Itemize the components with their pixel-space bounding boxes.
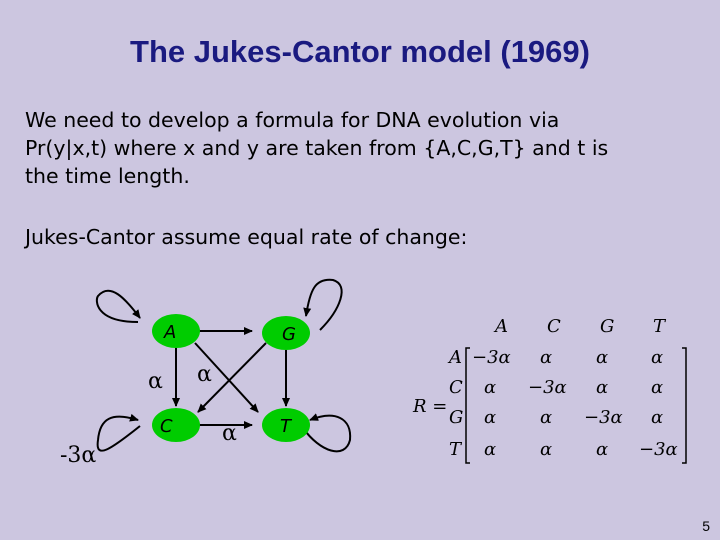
matrix-cell: α [540, 347, 553, 368]
matrix-cell: −3α [584, 407, 623, 428]
node-t-label: T [280, 416, 291, 437]
intro-line-2: Pr(y|x,t) where x and y are taken from {A,C,G,T} and t is [25, 136, 609, 160]
alpha-label-center: α [197, 362, 212, 387]
intro-line-1: We need to develop a formula for DNA evolution via [25, 108, 560, 132]
matrix-cell: α [596, 439, 609, 460]
assumption-paragraph: Jukes-Cantor assume equal rate of change: [25, 225, 468, 249]
matrix-cell: α [596, 377, 609, 398]
matrix-cell: −3α [472, 347, 511, 368]
alpha-label-left: α [148, 369, 163, 394]
matrix-cell: −3α [528, 377, 567, 398]
matrix-cell: α [651, 347, 664, 368]
matrix-col-t: T [653, 316, 666, 337]
self-loop-t [303, 416, 350, 452]
matrix-cell: α [484, 377, 497, 398]
matrix-cell: α [651, 377, 664, 398]
matrix-right-bracket [682, 348, 686, 463]
matrix-row-a: A [449, 347, 462, 368]
matrix-col-g: G [600, 316, 615, 337]
page-number: 5 [702, 518, 710, 534]
matrix-left-bracket [466, 348, 470, 463]
node-c-label: C [160, 416, 173, 437]
node-a-label: A [164, 322, 177, 343]
matrix-cell: α [540, 439, 553, 460]
self-loop-g [306, 280, 342, 330]
matrix-row-c: C [449, 377, 463, 398]
matrix-cell: α [651, 407, 664, 428]
node-g-label: G [282, 324, 296, 345]
matrix-row-t: T [449, 439, 462, 460]
matrix-cell: α [484, 407, 497, 428]
slide-title: The Jukes-Cantor model (1969) [130, 34, 590, 69]
matrix-cell: α [484, 439, 497, 460]
matrix-row-g: G [449, 407, 464, 428]
self-loop-a [97, 291, 140, 322]
self-loop-rate-label: -3α [60, 443, 97, 468]
matrix-col-c: C [547, 316, 561, 337]
alpha-label-bottom: α [222, 421, 237, 446]
matrix-label: R = [413, 396, 448, 417]
matrix-cell: α [540, 407, 553, 428]
matrix-cell: −3α [639, 439, 678, 460]
matrix-cell: α [596, 347, 609, 368]
intro-line-3: the time length. [25, 164, 190, 188]
matrix-col-a: A [495, 316, 508, 337]
self-loop-c [98, 417, 140, 451]
